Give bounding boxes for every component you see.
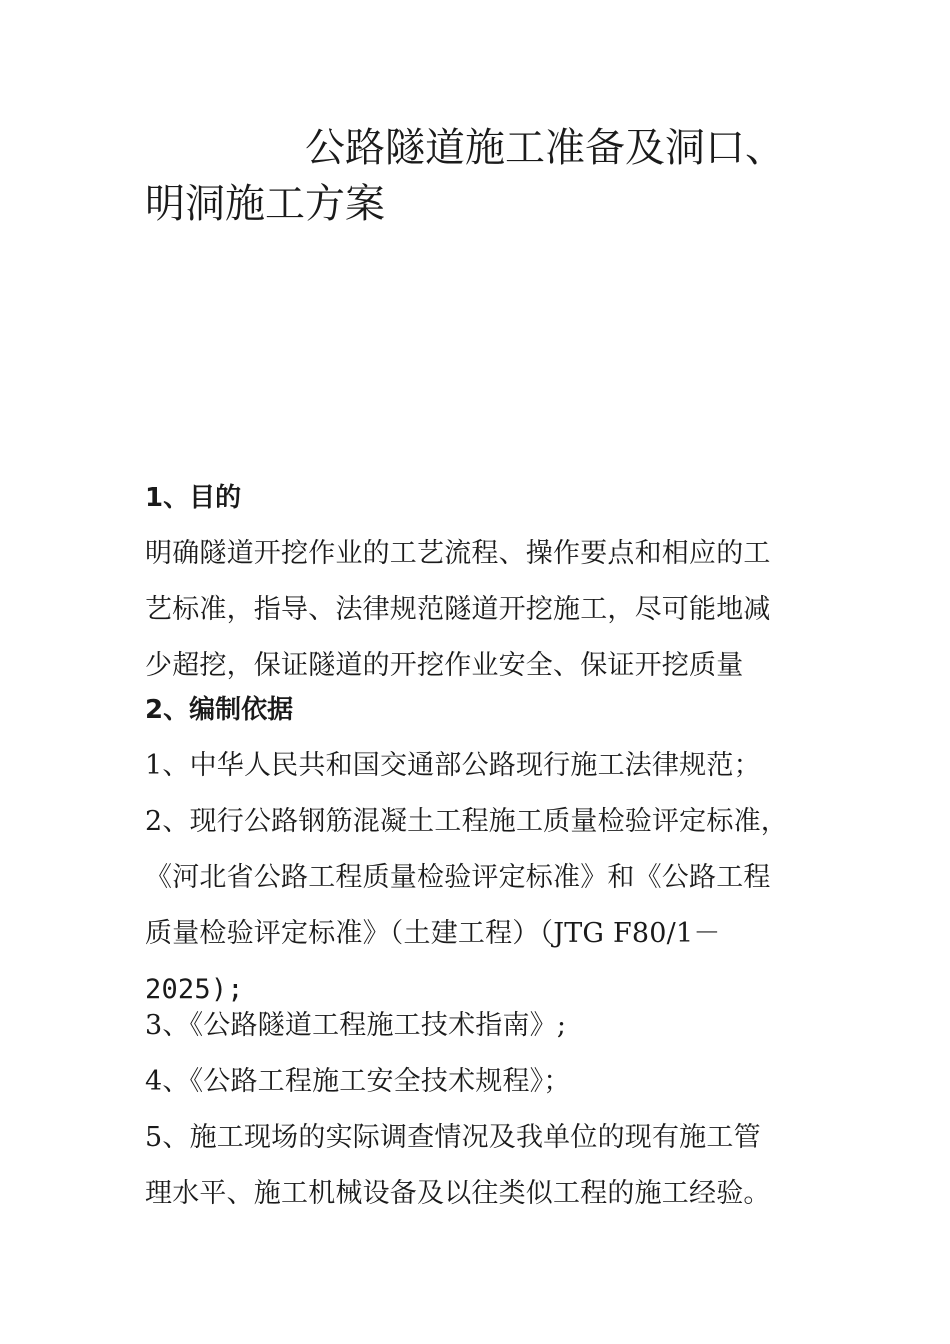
section-2-heading: 2、编制依据 [145, 695, 294, 725]
paragraph-line: 1、中华人民共和国交通部公路现行施工法律规范； [145, 750, 761, 781]
paragraph-line: 艺标准，指导、法律规范隧道开挖施工，尽可能地减 [145, 594, 771, 625]
title-line-1: 公路隧道施工准备及洞口、 [305, 125, 785, 171]
basis-item-4 [145, 1054, 815, 1110]
paragraph-line: 明确隧道开挖作业的工艺流程、操作要点和相应的工 [145, 538, 771, 569]
basis-item-3 [145, 998, 815, 1054]
section-1-heading: 1、目的 [145, 483, 242, 513]
paragraph-line: 质量检验评定标准》（土建工程）（JTG F80/1－ [145, 918, 721, 949]
paragraph-line: 《河北省公路工程质量检验评定标准》和《公路工程 [145, 862, 771, 893]
paragraph-line: 5、施工现场的实际调查情况及我单位的现有施工管 [145, 1122, 761, 1153]
document-title [145, 120, 825, 232]
paragraph-line: 2025); [145, 974, 244, 1005]
paragraph-line: 少超挖，保证隧道的开挖作业安全、保证开挖质量 [145, 650, 744, 681]
basis-item-5 [145, 1110, 815, 1222]
basis-item-1 [145, 738, 815, 794]
section-1-paragraph [145, 526, 815, 694]
title-line-2: 明洞施工方案 [145, 181, 385, 227]
paragraph-line: 3、《公路隧道工程施工技术指南》; [145, 1010, 567, 1041]
paragraph-line: 理水平、施工机械设备及以往类似工程的施工经验。 [145, 1178, 771, 1209]
paragraph-line: 2、现行公路钢筋混凝土工程施工质量检验评定标准， [145, 806, 788, 837]
basis-item-2 [145, 794, 815, 1018]
paragraph-line: 4、《公路工程施工安全技术规程》； [145, 1066, 571, 1097]
